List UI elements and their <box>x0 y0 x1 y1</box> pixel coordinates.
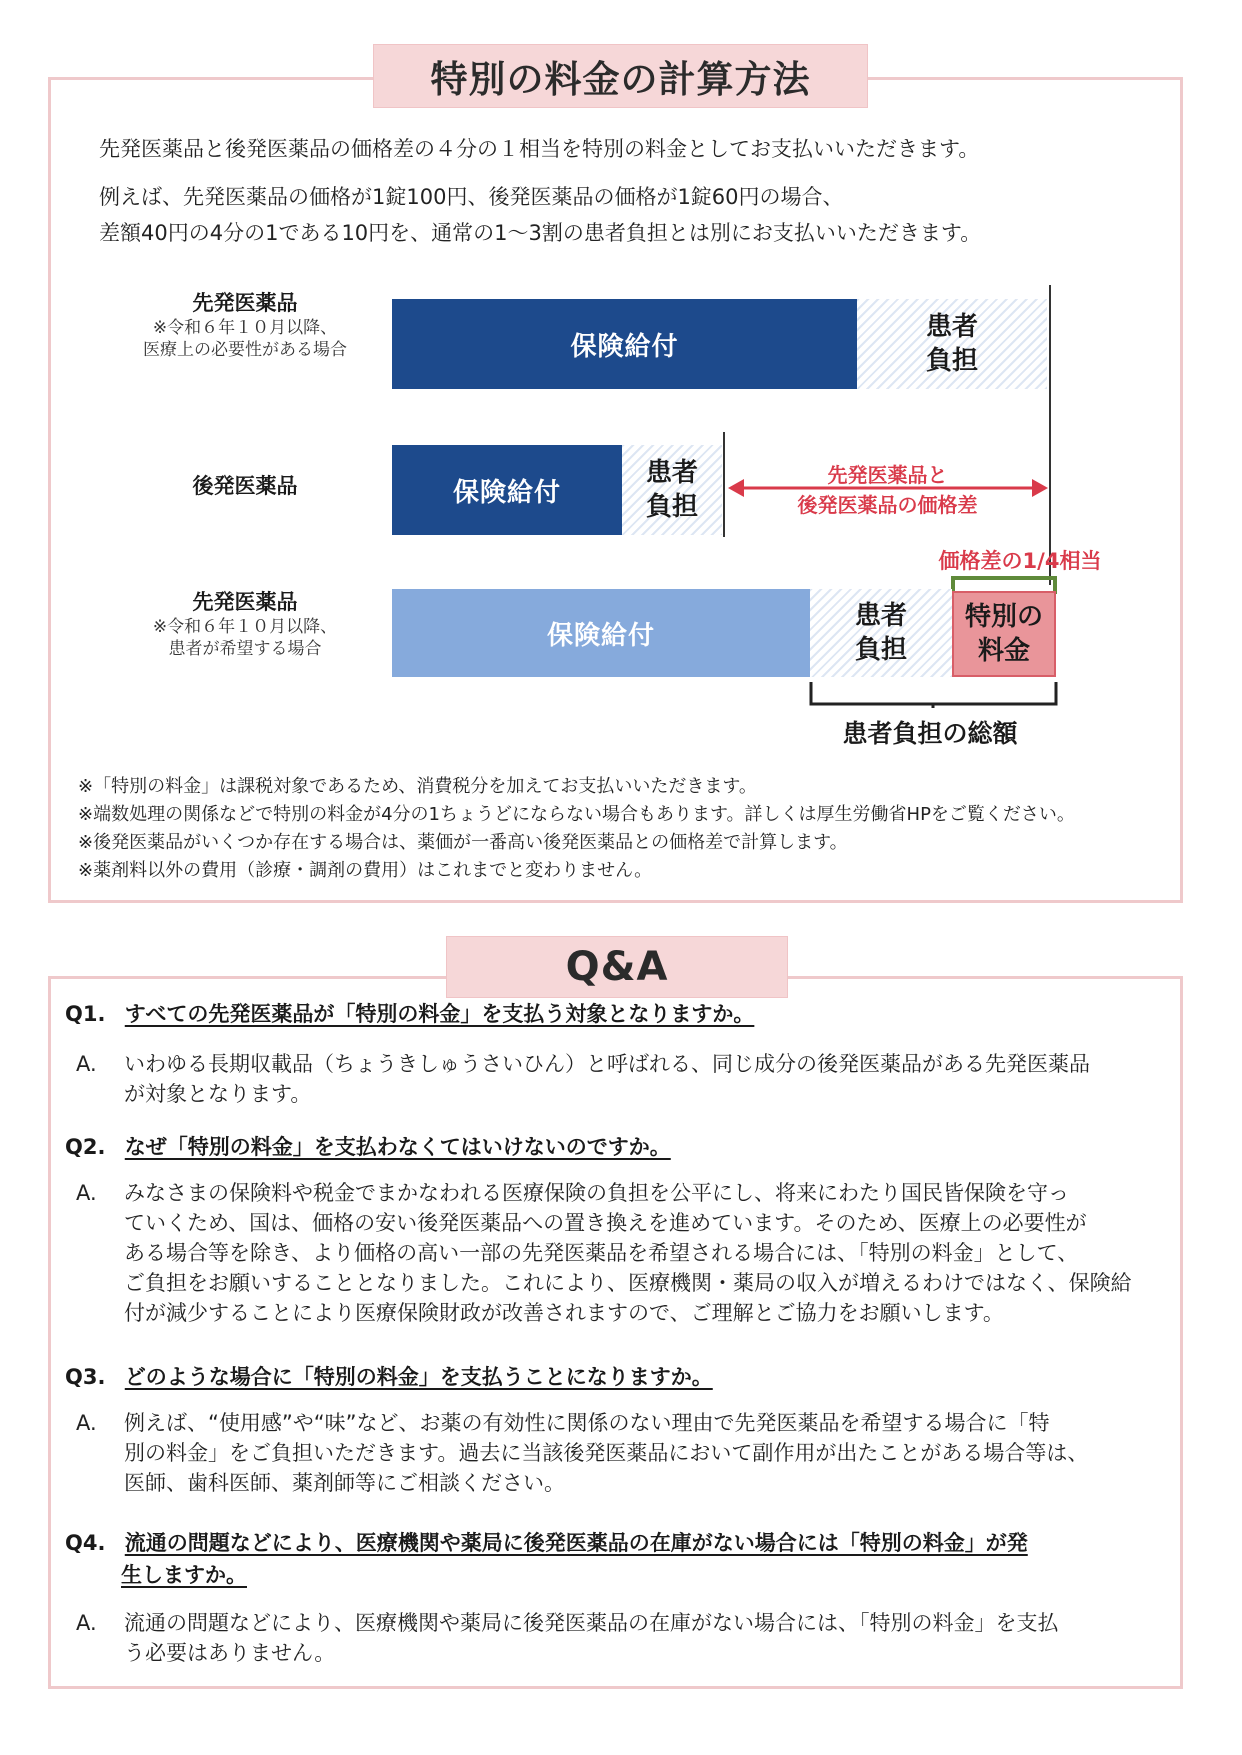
answer-2-label: A. <box>76 1181 97 1205</box>
answer-4-label: A. <box>76 1611 97 1635</box>
row2-label-main: 後発医薬品 <box>192 474 298 498</box>
answer-2-line-5: 付が減少することにより医療保険財政が改善されますので、ご理解とご協力をお願いします。 <box>124 1301 1004 1325</box>
price-difference-label-2: 後発医薬品の価格差 <box>797 493 978 517</box>
question-4-number: Q4. <box>65 1531 106 1555</box>
answer-2-line-3: ある場合等を除き、より価格の高い一部の先発医薬品を希望される場合には、「特別の料金」として、 <box>124 1241 1079 1265</box>
row3-label-main: 先発医薬品 <box>192 590 298 614</box>
row2-insurance-label: 保険給付 <box>452 477 561 508</box>
row3-patient-label-2: 負担 <box>854 635 907 665</box>
calc-paragraph-2-line-2: 差額40円の4分の1である10円を、通常の1～3割の患者負担とは別にお支払いいただきます。 <box>99 221 982 245</box>
row3-special-label-1: 特別の <box>964 602 1043 632</box>
question-3-text: どのような場合に「特別の料金」を支払うことになりますか。 <box>124 1365 713 1389</box>
question-1-number: Q1. <box>65 1002 106 1026</box>
answer-3 <box>124 1408 1088 1498</box>
note-1: ※「特別の料金」は課税対象であるため、消費税分を加えてお支払いいただきます。 <box>78 776 757 797</box>
answer-3-line-1: 例えば、“使用感”や“味”など、お薬の有効性に関係のない理由で先発医薬品を希望する場合に「特 <box>124 1411 1050 1435</box>
note-2: ※端数処理の関係などで特別の料金が4分の1ちょうどにならない場合もあります。詳しくは厚生労働省HPをご覧ください。 <box>78 804 1075 825</box>
qa-title-text: Q&A <box>565 944 669 990</box>
row1-patient-label-1: 患者 <box>925 312 978 342</box>
price-difference-label-2-wrap <box>760 492 1015 518</box>
question-3 <box>65 1362 713 1392</box>
row3-patient-label-1: 患者 <box>854 601 907 631</box>
row1-label-sub2: 医療上の必要性がある場合 <box>143 340 347 360</box>
generic-price-line <box>723 432 725 537</box>
calc-paragraph-2-line-1: 例えば、先発医薬品の価格が1錠100円、後発医薬品の価格が1錠60円の場合、 <box>99 185 844 209</box>
total-label: 患者負担の総額 <box>842 719 1018 748</box>
row1-patient-share <box>857 299 1047 389</box>
row3-label-sub1: ※令和６年１０月以降、 <box>152 617 338 637</box>
row1-patient-label-2: 負担 <box>925 346 978 376</box>
answer-1-label: A. <box>76 1052 97 1076</box>
calc-title-text: 特別の料金の計算方法 <box>430 58 811 101</box>
question-4 <box>65 1528 1028 1558</box>
row3-label <box>120 589 370 660</box>
total-bracket <box>808 680 1060 708</box>
answer-4-line-2: う必要はありません。 <box>124 1641 336 1665</box>
calc-paragraph-1: 先発医薬品と後発医薬品の価格差の４分の１相当を特別の料金としてお支払いいただきます。 <box>99 137 980 161</box>
qa-section-title <box>446 936 788 998</box>
answer-4-line-1: 流通の問題などにより、医療機関や薬局に後発医薬品の在庫がない場合には、「特別の料金」を支払 <box>124 1611 1059 1635</box>
total-label-wrap <box>780 718 1080 750</box>
row1-label <box>120 290 370 361</box>
row3-special-label-2: 料金 <box>977 636 1030 666</box>
question-4-text-line-2: 生しますか。 <box>121 1563 247 1587</box>
row3-patient-share <box>810 589 952 677</box>
answer-1 <box>124 1049 1090 1109</box>
question-1-text: すべての先発医薬品が「特別の料金」を支払う対象となりますか。 <box>124 1002 755 1026</box>
question-4-text-line-1: 流通の問題などにより、医療機関や薬局に後発医薬品の在庫がない場合には「特別の料金」が発 <box>124 1531 1028 1555</box>
question-2-text: なぜ「特別の料金」を支払わなくてはいけないのですか。 <box>124 1135 671 1159</box>
row2-patient-share <box>622 445 722 535</box>
question-2-number: Q2. <box>65 1135 106 1159</box>
answer-2 <box>124 1178 1132 1328</box>
question-4-continued <box>121 1560 247 1590</box>
question-2 <box>65 1132 671 1162</box>
price-difference-label-1: 先発医薬品と <box>827 463 948 487</box>
note-4: ※薬剤料以外の費用（診療・調剤の費用）はこれまでと変わりません。 <box>78 860 653 881</box>
answer-3-label: A. <box>76 1411 97 1435</box>
question-3-number: Q3. <box>65 1365 106 1389</box>
answer-2-line-2: ていくため、国は、価格の安い後発医薬品への置き換えを進めています。そのため、医療上の必要性が <box>124 1211 1087 1235</box>
row2-insurance-bar <box>392 445 622 535</box>
calc-section-title <box>373 44 868 108</box>
answer-3-line-2: 別の料金」をご負担いただきます。過去に当該後発医薬品において副作用が出たことがある場合等は、 <box>124 1441 1089 1465</box>
row3-insurance-label: 保険給付 <box>546 620 655 651</box>
row1-label-sub1: ※令和６年１０月以降、 <box>152 318 338 338</box>
original-price-line <box>1049 285 1051 585</box>
row2-patient-label-2: 負担 <box>645 492 698 522</box>
price-difference-label <box>760 462 1015 488</box>
answer-4 <box>124 1608 1059 1668</box>
question-1 <box>65 999 754 1029</box>
row3-special-fee <box>952 591 1056 677</box>
answer-2-line-1: みなさまの保険料や税金でまかなわれる医療保険の負担を公平にし、将来にわたり国民皆保険を守っ <box>124 1181 1069 1205</box>
row3-insurance-bar <box>392 589 810 677</box>
answer-1-line-2: が対象となります。 <box>124 1082 312 1106</box>
row3-label-sub2: 患者が希望する場合 <box>168 639 322 659</box>
row1-label-main: 先発医薬品 <box>192 291 298 315</box>
answer-3-line-3: 医師、歯科医師、薬剤師等にご相談ください。 <box>124 1471 565 1495</box>
row1-insurance-bar <box>392 299 857 389</box>
answer-1-line-1: いわゆる長期収載品（ちょうきしゅうさいひん）と呼ばれる、同じ成分の後発医薬品がある先発医薬品 <box>124 1052 1090 1076</box>
note-3: ※後発医薬品がいくつか存在する場合は、薬価が一番高い後発医薬品との価格差で計算します。 <box>78 832 848 853</box>
row2-patient-label-1: 患者 <box>645 458 698 488</box>
quarter-label: 価格差の1/4相当 <box>938 549 1102 573</box>
row1-insurance-label: 保険給付 <box>570 331 679 362</box>
answer-2-line-4: ご負担をお願いすることとなりました。これにより、医療機関・薬局の収入が増えるわけではなく、保険給 <box>124 1271 1132 1295</box>
row2-label <box>120 473 370 500</box>
